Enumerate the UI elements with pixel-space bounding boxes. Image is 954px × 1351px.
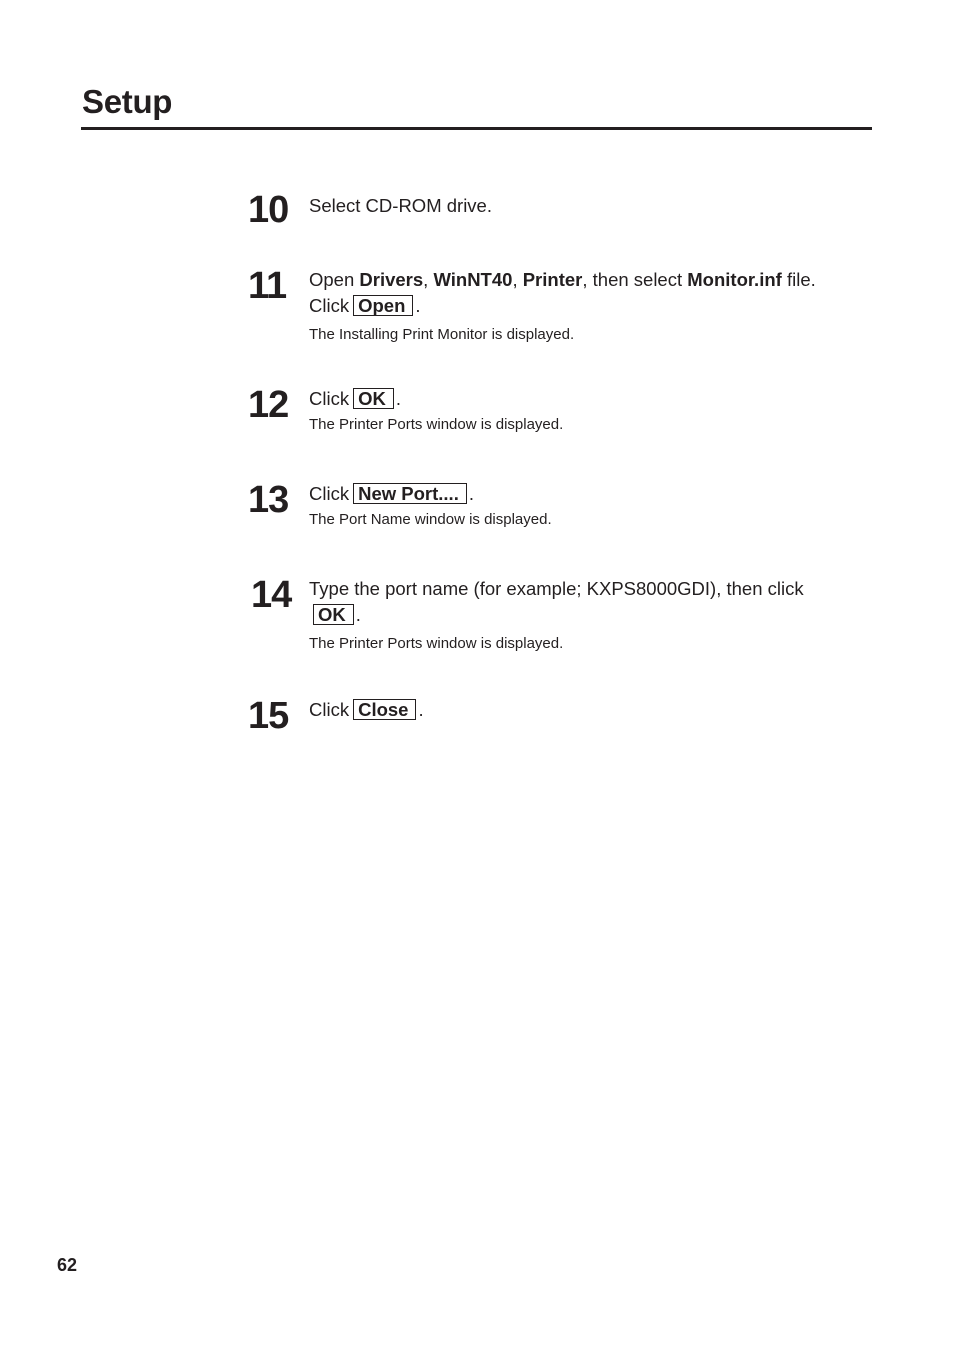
step-note: The Printer Ports window is displayed. [309,416,564,433]
step-note: The Port Name window is displayed. [309,511,552,528]
close-button-label: Close [353,699,416,720]
step-number: 12 [248,384,289,426]
printer-folder: Printer [522,269,583,290]
step-action: Click New Port.... . [309,483,474,504]
step-number: 10 [248,189,289,231]
title-rule [81,127,872,130]
step-number: 11 [248,265,287,307]
step-note: The Installing Print Monitor is displayed. [309,326,575,343]
open-word: Open [309,269,355,290]
ok-button-label: OK [353,388,394,409]
step-action: Click OK . [309,388,401,409]
ok-button-label: OK [313,604,354,625]
file-word: file. [786,269,816,290]
step-action: OK . [309,602,854,628]
page-number: 62 [57,1255,78,1275]
monitor-inf-file: Monitor.inf [687,269,782,290]
click-word: Click [309,388,350,409]
step-text: Select CD-ROM drive. [309,195,492,216]
page-title: Setup [82,83,173,120]
new-port-button-label: New Port.... [353,483,467,504]
open-button-label: Open [353,295,413,316]
drivers-folder: Drivers [359,269,424,290]
then-select-text: , then select [582,269,683,290]
winnt40-folder: WinNT40 [433,269,513,290]
step-number: 15 [248,695,289,737]
step-text: Open Drivers, WinNT40, Printer, then select Monitor.inf file. [309,269,816,290]
step-number: 13 [248,479,289,521]
step-action: Click Open . [309,295,421,316]
click-word: Click [309,699,350,720]
step-text: Type the port name (for example; KXPS8000GDI), then click [309,578,804,599]
step-action: Click Close . [309,699,424,720]
step-number: 14 [251,574,292,616]
step-note: The Printer Ports window is displayed. [309,635,564,652]
click-word: Click [309,483,350,504]
click-word: Click [309,295,350,316]
